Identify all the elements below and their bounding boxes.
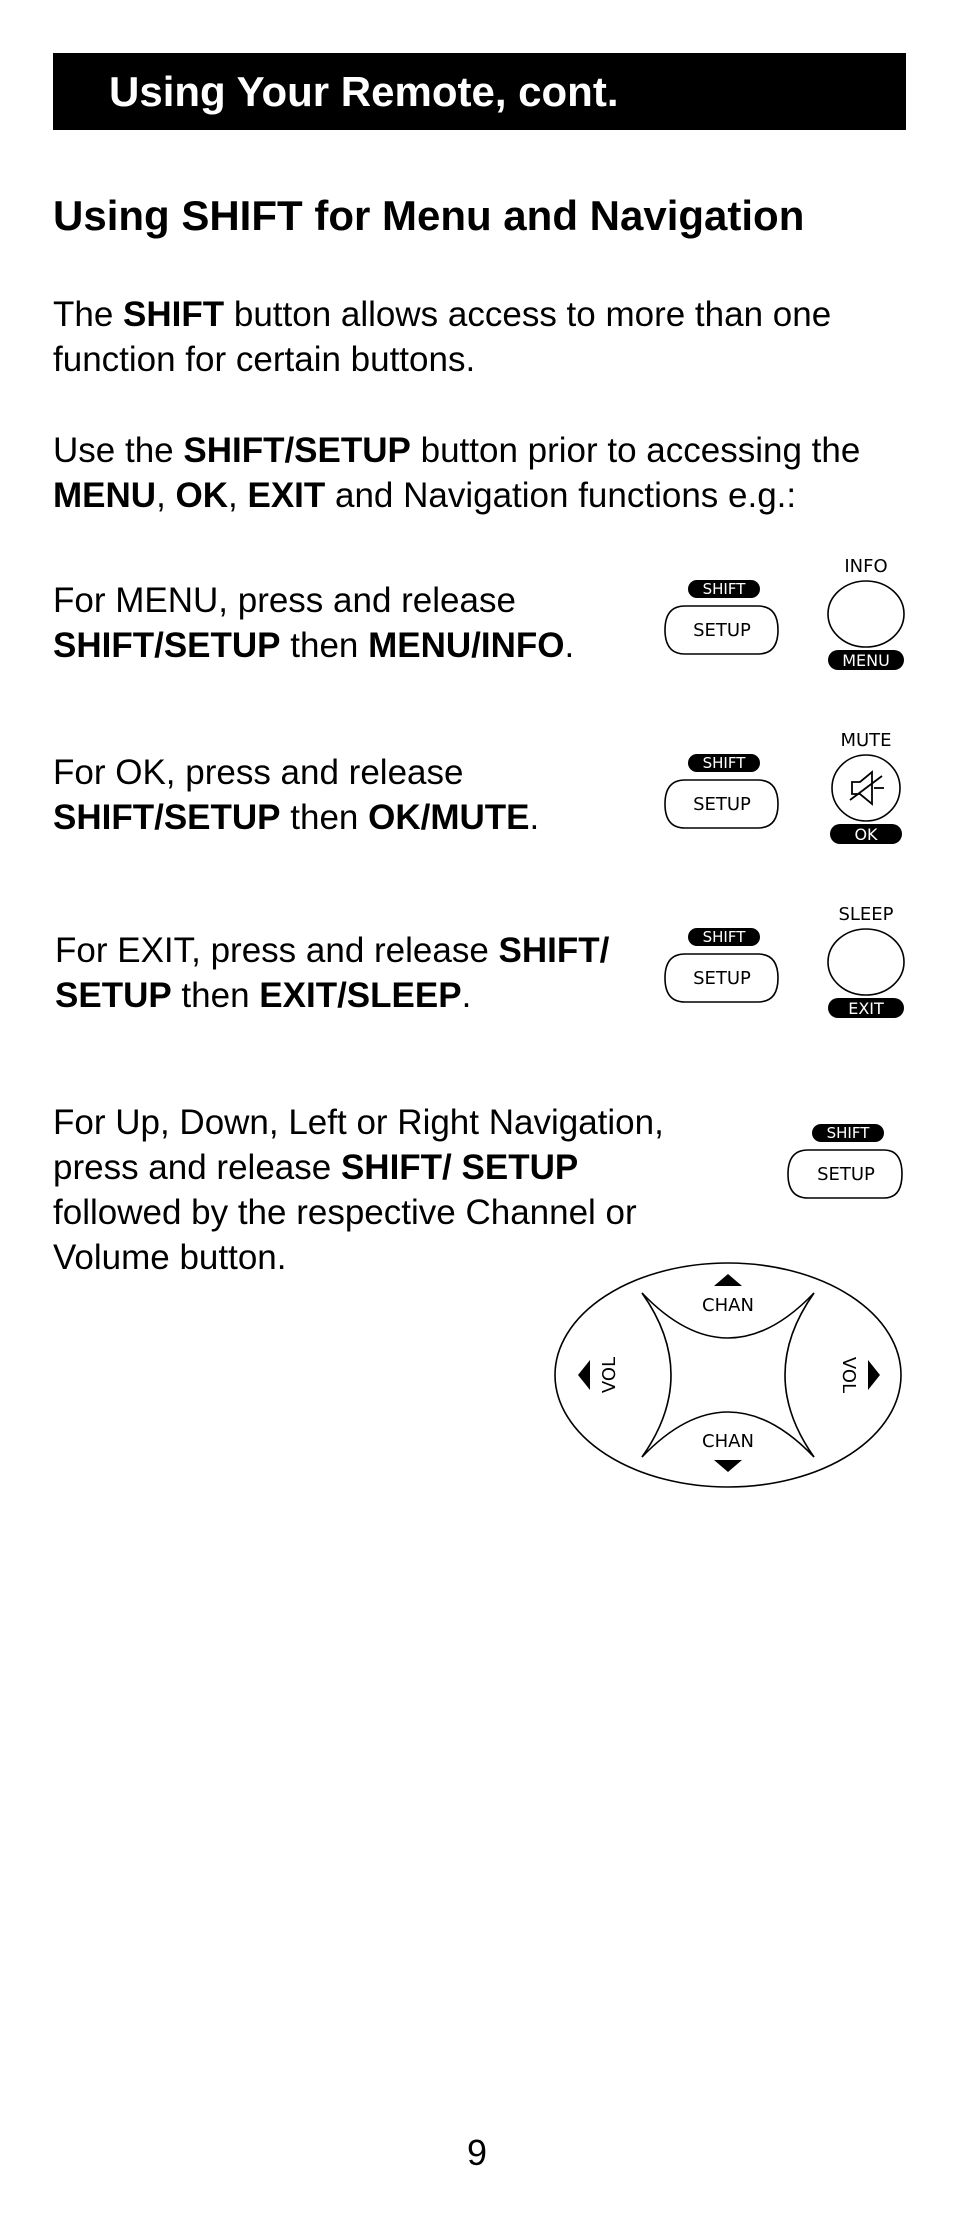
arrow-right-icon	[868, 1360, 880, 1390]
page-number: 9	[466, 2132, 488, 2173]
setup-label: SETUP	[693, 794, 751, 815]
arrow-left-icon	[578, 1360, 590, 1390]
shift-label: SHIFT	[702, 754, 746, 772]
chan-up-label: CHAN	[702, 1295, 754, 1316]
menu-label: MENU	[842, 651, 890, 670]
setup-label: SETUP	[693, 620, 751, 641]
chan-down-label: CHAN	[702, 1431, 754, 1452]
arrow-up-icon	[714, 1274, 742, 1286]
menu-instruction: For MENU, press and release SHIFT/SETUP then MENU/INFO.	[53, 581, 575, 665]
ok-instruction: For OK, press and release SHIFT/SETUP then OK/MUTE.	[53, 753, 540, 837]
vol-right-label: VOL	[838, 1356, 859, 1394]
ok-buttons-figure	[650, 724, 920, 854]
sleep-label: SLEEP	[838, 904, 894, 925]
shift-label: SHIFT	[702, 928, 746, 946]
info-button	[828, 581, 904, 647]
shift-label: SHIFT	[702, 580, 746, 598]
setup-label: SETUP	[693, 968, 751, 989]
page-title: Using SHIFT for Menu and Navigation	[53, 192, 805, 239]
sleep-button	[828, 929, 904, 995]
exit-buttons-figure	[650, 898, 920, 1028]
mute-label: MUTE	[840, 730, 892, 751]
navigation-instruction: For Up, Down, Left or Right Navigation, press and release SHIFT/ SETUP followed by the respective Channel or Volume button.	[53, 1103, 664, 1277]
section-banner: Using Your Remote, cont.	[53, 53, 906, 130]
shift-label: SHIFT	[826, 1124, 870, 1142]
vol-left-label: VOL	[599, 1356, 620, 1394]
setup-label: SETUP	[817, 1164, 875, 1185]
exit-instruction: For EXIT, press and release SHIFT/ SETUP then EXIT/SLEEP.	[55, 931, 610, 1015]
navigation-figure	[550, 1120, 920, 1500]
info-label: INFO	[844, 556, 888, 577]
exit-label: EXIT	[848, 999, 884, 1018]
intro-paragraph: The SHIFT button allows access to more than one function for certain buttons.	[53, 295, 832, 379]
usage-paragraph: Use the SHIFT/SETUP button prior to accessing the MENU, OK, EXIT and Navigation functions e.g.:	[53, 431, 861, 515]
menu-buttons-figure	[650, 550, 920, 680]
ok-label: OK	[854, 825, 878, 844]
arrow-down-icon	[714, 1460, 742, 1472]
